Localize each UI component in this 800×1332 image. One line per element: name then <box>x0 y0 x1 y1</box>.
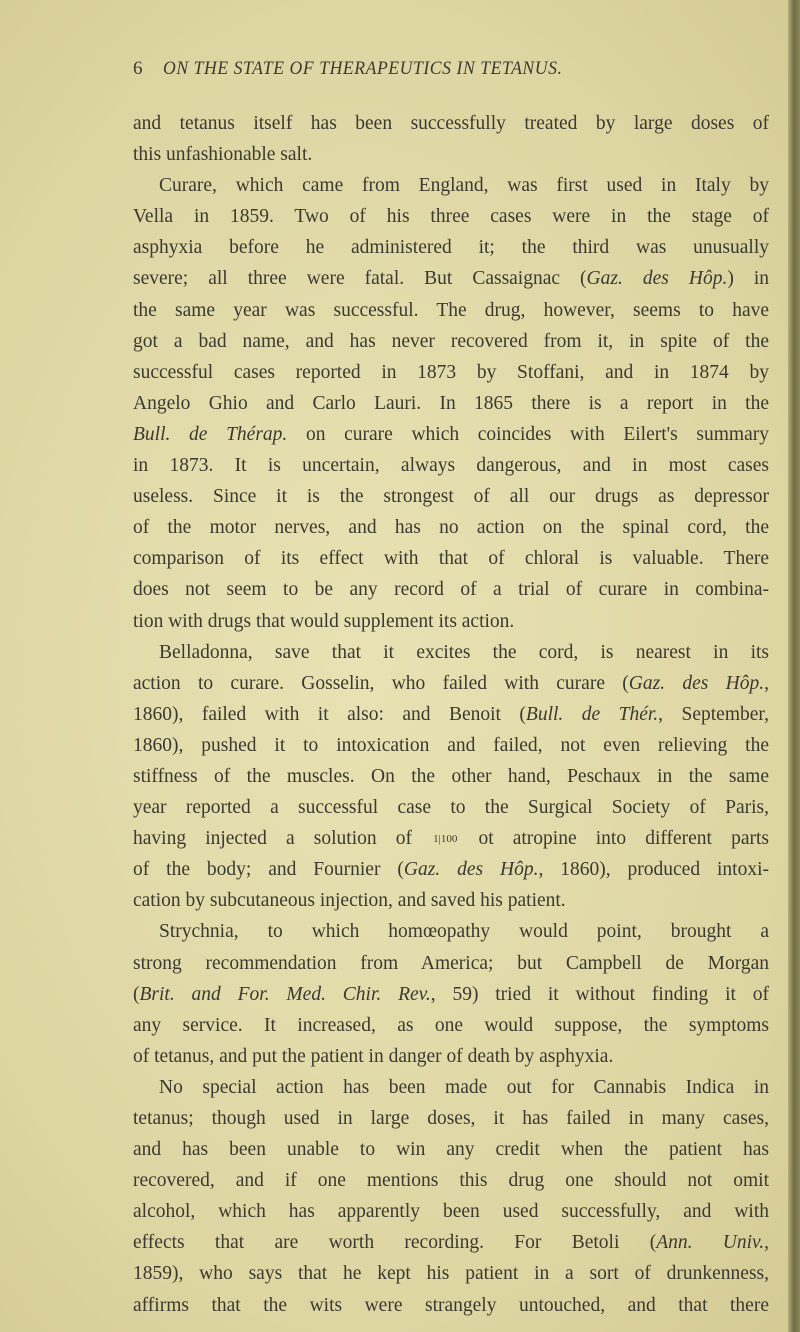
text-run: cation by subcutaneous injection, and saved his patient. <box>133 890 566 912</box>
text-line <box>133 108 769 139</box>
text-run: Strychnia, to which homœopathy would point, brought a <box>159 921 769 943</box>
text-run: on curare which coincides with Eilert's summary <box>287 423 769 445</box>
text-run: 1859), who says that he kept his patient in a sort of drunkenness, <box>133 1263 769 1285</box>
text-run: Angelo Ghio and Carlo Lauri. In 1865 there is a report in the <box>133 392 769 414</box>
text-run: of tetanus, and put the patient in danger of death by asphyxia. <box>133 1045 614 1067</box>
text-run: 1860), pushed it to intoxication and failed, not even relieving the <box>133 734 769 756</box>
text-run: Belladonna, save that it excites the cord, is nearest in its <box>159 641 769 663</box>
text-run: in 1873. It is uncertain, always dangerous, and in most cases <box>133 455 769 477</box>
text-run: tetanus; though used in large doses, it has failed in many cases, <box>133 1108 769 1129</box>
text-run: useless. Since it is the strongest of all our drugs as depressor <box>133 486 769 508</box>
text-run: action to curare. Gosselin, who failed with curare ( <box>133 672 629 694</box>
text-run: the same year was successful. The drug, however, seems to have <box>133 299 769 321</box>
citation-italic: Ann. Univ. <box>656 1232 765 1254</box>
text-line <box>133 979 769 1010</box>
text-line <box>133 481 769 512</box>
text-line <box>133 761 769 792</box>
text-run: strong recommendation from America; but Campbell de Morgan <box>133 952 769 974</box>
text-run: any service. It increased, as one would suppose, the symptoms <box>133 1014 769 1036</box>
book-spine-edge <box>788 0 800 1332</box>
citation-italic: Brit. and For. Med. Chir. Rev. <box>139 983 431 1005</box>
text-line <box>133 232 769 263</box>
text-line <box>133 1010 769 1041</box>
text-line <box>133 388 769 419</box>
text-run: , <box>764 672 769 694</box>
text-run: of the body; and Fournier ( <box>133 859 404 881</box>
citation-italic: Bull. de Thér. <box>525 703 659 725</box>
text-run: , 59) tried it without finding it of <box>430 983 769 1005</box>
text-run: got a bad name, and has never recovered from it, in spite of the <box>133 330 769 352</box>
text-run: severe; all three were fatal. But Cassaignac ( <box>133 268 587 290</box>
text-line <box>133 1258 769 1289</box>
text-line <box>133 450 769 481</box>
text-line <box>133 326 769 357</box>
text-run: Curare, which came from England, was first used in Italy by <box>159 175 769 197</box>
fraction: 1|100 <box>433 833 458 846</box>
text-line <box>133 357 769 388</box>
text-line <box>133 1041 769 1072</box>
body-text <box>133 108 769 1321</box>
text-run: , September, <box>658 703 769 725</box>
text-run: No special action has been made out for Cannabis Indica in <box>159 1076 769 1098</box>
text-line <box>133 823 769 854</box>
running-header <box>133 58 773 86</box>
text-run: affirms that the wits were strangely untouched, and that there <box>133 1294 769 1316</box>
text-run: asphyxia before he administered it; the third was unusually <box>133 237 769 259</box>
text-run: ( <box>133 983 140 1005</box>
text-line <box>133 1134 769 1165</box>
text-run: 1860), failed with it also: and Benoit ( <box>133 703 526 725</box>
citation-italic: Gaz. des Hôp. <box>586 268 728 290</box>
text-line <box>133 1103 769 1134</box>
text-run: tion with drugs that would supplement its action. <box>133 610 515 632</box>
text-run: year reported a successful case to the Surgical Society of Paris, <box>133 797 769 819</box>
text-line <box>133 512 769 543</box>
text-line <box>133 201 769 232</box>
text-line <box>133 1165 769 1196</box>
text-line <box>133 1227 769 1258</box>
citation-italic: Gaz. des Hôp. <box>628 672 765 694</box>
text-line <box>133 1290 769 1321</box>
text-run: of the motor nerves, and has no action on the spinal cord, the <box>133 517 769 539</box>
text-line <box>133 543 769 574</box>
text-run: does not seem to be any record of a trial of curare in combina- <box>133 579 769 601</box>
text-line <box>133 730 769 761</box>
text-line <box>133 916 769 947</box>
text-run: this unfashionable salt. <box>133 144 313 166</box>
text-run: stiffness of the muscles. On the other hand, Peschaux in the same <box>133 765 769 787</box>
text-line <box>133 948 769 979</box>
citation-italic: Gaz. des Hôp. <box>403 859 539 881</box>
text-run: having injected a solution of <box>133 828 432 850</box>
running-title: ON THE STATE OF THERAPEUTICS IN TETANUS. <box>163 58 563 79</box>
text-line <box>133 637 769 668</box>
text-line <box>133 419 769 450</box>
text-run: alcohol, which has apparently been used successfully, and with <box>133 1201 769 1223</box>
text-run: recovered, and if one mentions this drug one should not omit <box>133 1170 769 1192</box>
text-line <box>133 792 769 823</box>
page-number: 6 <box>133 58 143 79</box>
text-line <box>133 170 769 201</box>
text-line <box>133 854 769 885</box>
text-run: ot atropine into different parts <box>459 828 769 850</box>
text-run: , <box>764 1232 769 1254</box>
text-run: comparison of its effect with that of chloral is valuable. There <box>133 548 769 570</box>
text-run: and has been unable to win any credit when the patient has <box>133 1139 769 1161</box>
text-line <box>133 1072 769 1103</box>
text-run: successful cases reported in 1873 by Stoffani, and in 1874 by <box>133 361 769 383</box>
text-run: effects that are worth recording. For Betoli ( <box>133 1232 657 1254</box>
text-run: and tetanus itself has been successfully treated by large doses of <box>133 113 769 134</box>
citation-italic: Bull. de Thérap. <box>133 423 288 445</box>
text-line <box>133 574 769 605</box>
text-line <box>133 885 769 916</box>
text-line <box>133 668 769 699</box>
text-line <box>133 295 769 326</box>
text-run: Vella in 1859. Two of his three cases were in the stage of <box>133 206 769 228</box>
text-line <box>133 606 769 637</box>
text-line <box>133 1196 769 1227</box>
text-line <box>133 263 769 294</box>
text-line <box>133 139 769 170</box>
text-line <box>133 699 769 730</box>
text-run: ) in <box>727 268 770 290</box>
text-run: , 1860), produced intoxi- <box>538 859 769 881</box>
